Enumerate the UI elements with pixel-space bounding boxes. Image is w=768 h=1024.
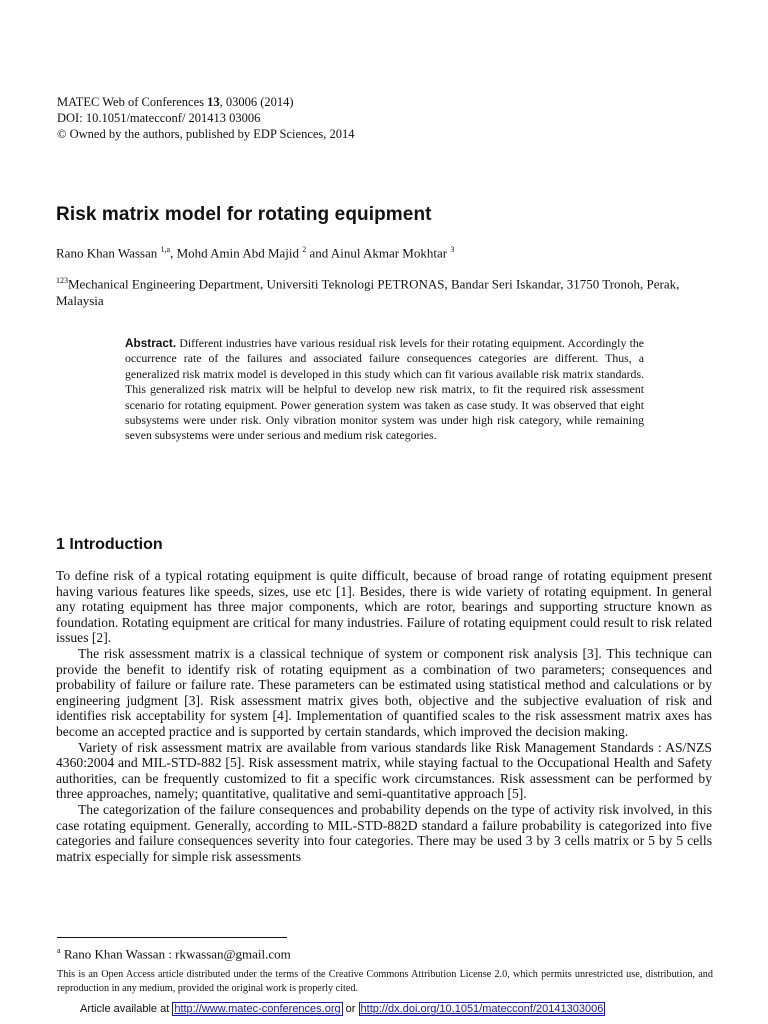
doi-link[interactable]: http://dx.doi.org/10.1051/matecconf/20141303006 bbox=[360, 1003, 604, 1015]
journal-citation-line bbox=[57, 94, 355, 110]
journal-volume: 13 bbox=[207, 95, 220, 109]
paragraph: The categorization of the failure consequences and probability depends on the type of activity risk involved, in this case rotating equipment. Generally, according to MIL-STD-882D standard a failure probability is categorized into five categories and failure consequences severity into four categories. There may be used 3 by 3 cells matrix or 5 by 5 cells matrix especially for simple risk assessments bbox=[56, 801, 712, 864]
availability-prefix: Article available at bbox=[80, 1003, 173, 1015]
author-3: and Ainul Akmar Mokhtar bbox=[306, 245, 451, 261]
abstract-label: Abstract. bbox=[125, 336, 177, 350]
affiliation bbox=[56, 272, 716, 309]
affiliation-marker: 123 bbox=[56, 276, 68, 285]
abstract-text: Different industries have various residual risk levels for their rotating equipment. Accordingly the occurrence rate of the failures and associated failure consequences categories are different. Thus, a generalized risk matrix model is developed in this study which can fit various available risk matrix standards. This generalized risk matrix will be helpful to develop new risk matrix, to fit the required risk assessment scenario for rotating equipment. Power generation system was taken as case study. It was observed that eight subsystems were under risk. Only vibration monitor system was under high risk category, while remaining seven subsystems were under serious and medium risk categories. bbox=[125, 336, 644, 443]
license-notice: This is an Open Access article distributed under the terms of the Creative Commons Attribution License 2.0, which permits unrestricted use, distribution, and reproduction in any medium, provided the original work is properly cited. bbox=[57, 969, 713, 994]
corresponding-author-footnote bbox=[57, 946, 291, 962]
journal-article-number: , 03006 (2014) bbox=[219, 95, 294, 109]
abstract bbox=[125, 336, 644, 444]
article-availability-line bbox=[80, 1003, 605, 1015]
matec-conferences-link[interactable]: http://www.matec-conferences.org bbox=[174, 1003, 341, 1015]
footnote-marker: a bbox=[57, 946, 61, 955]
author-3-affiliation-marker: 3 bbox=[450, 245, 455, 254]
section-heading-introduction: 1 Introduction bbox=[56, 536, 163, 553]
author-2-affiliation-marker: 2 bbox=[302, 245, 307, 254]
paragraph: Variety of risk assessment matrix are available from various standards like Risk Management Standards : AS/NZS 4360:2004 and MIL-STD-882 [5]. Risk assessment matrix, while staying factual to the Occupational Health and Safety authorities, can be frequently customized to fit a specific work circumstances. Risk assessment can be performed by three approaches, namely; quantitative, qualitative and semi-quantitative approach [5]. bbox=[56, 739, 712, 802]
availability-or: or bbox=[342, 1003, 359, 1015]
doi-line: DOI: 10.1051/matecconf/ 201413 03006 bbox=[57, 111, 261, 125]
author-1-affiliation-marker: 1,a bbox=[160, 245, 171, 254]
footnote-divider bbox=[57, 937, 287, 938]
journal-header bbox=[57, 94, 355, 142]
footnote-text: Rano Khan Wassan : rkwassan@gmail.com bbox=[60, 946, 291, 962]
copyright-line: © Owned by the authors, published by EDP Sciences, 2014 bbox=[57, 127, 355, 141]
author-list bbox=[56, 245, 454, 261]
author-1: Rano Khan Wassan bbox=[56, 245, 161, 261]
author-2: , Mohd Amin Abd Majid bbox=[170, 245, 303, 261]
introduction-body bbox=[56, 568, 712, 864]
paragraph: To define risk of a typical rotating equipment is quite difficult, because of broad range of rotating equipment present having various features like speeds, sizes, use etc [1]. Besides, there is wide variety of rotating equipment. In general any rotating equipment has three major components, which are rotor, bearings and supporting structure known as foundation. Rotating equipment are critical for many industries. Failure of rotating equipment could result to risk related issues [2]. bbox=[56, 568, 712, 646]
journal-name: MATEC Web of Conferences bbox=[57, 95, 208, 109]
paragraph: The risk assessment matrix is a classical technique of system or component risk analysis [3]. This technique can provide the benefit to identify risk of rotating equipment as a combination of two parameters; consequences and probability of failure or failure rate. These parameters can be estimated using statistical method and calculations or by engineering judgment [3]. Risk assessment matrix gives both, objective and the subjective evaluation of risk and identifies risk acceptability for system [4]. Implementation of quantified scales to the risk assessment matrix axes has become an accepted practice and is supported by certain standards, which improved the decision making. bbox=[56, 645, 712, 739]
paper-title: Risk matrix model for rotating equipment bbox=[56, 204, 432, 225]
affiliation-text: Mechanical Engineering Department, Universiti Teknologi PETRONAS, Bandar Seri Iskandar, 31750 Tronoh, Perak, Malaysia bbox=[56, 276, 680, 309]
